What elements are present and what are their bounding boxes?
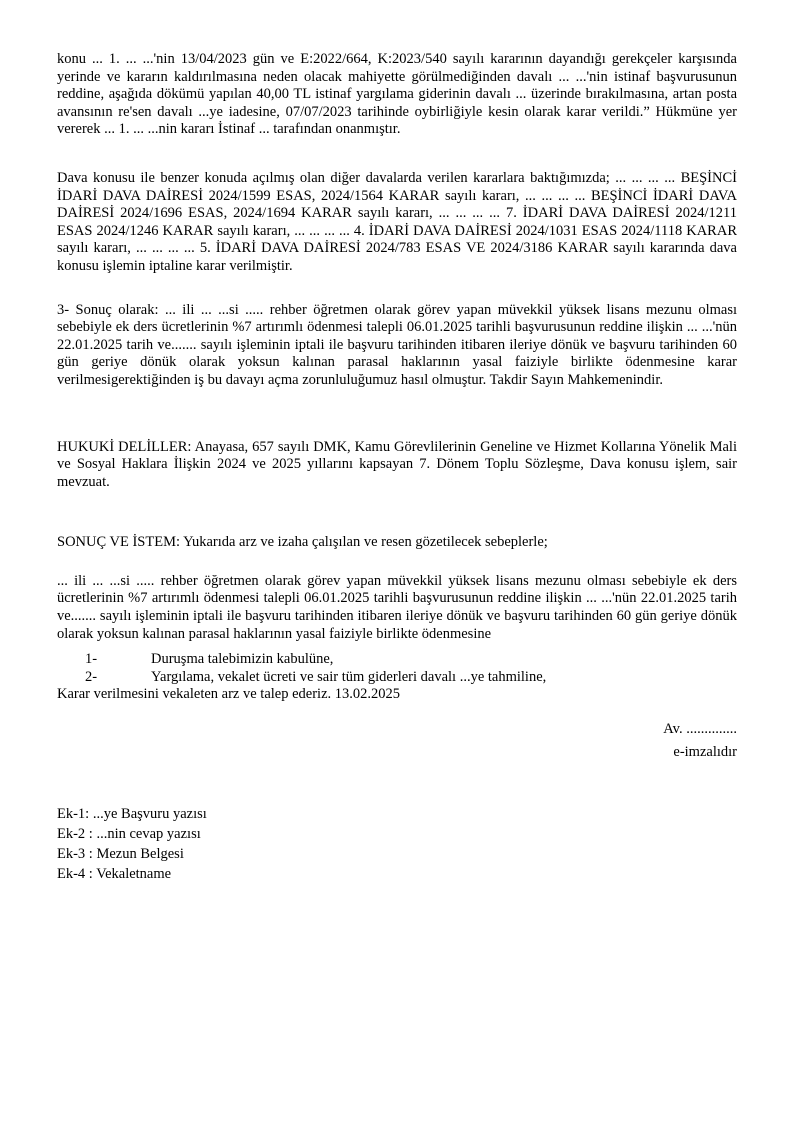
request-list-item bbox=[57, 669, 737, 687]
attachments-list bbox=[57, 804, 737, 884]
paragraph-result-and-request-heading: SONUÇ VE İSTEM: Yukarıda arz ve izaha çalışılan ve resen gözetilecek sebeplerle; bbox=[57, 534, 548, 551]
attorney-signature-line: Av. .............. bbox=[663, 721, 737, 738]
paragraph-legal-evidence: HUKUKİ DELİLLER: Anayasa, 657 sayılı DMK, Kamu Görevlilerinin Geneline ve Hizmet Kollarına Yönelik Mali ve Sosyal Haklara İlişkin 2024 ve 2025 yıllarını kapsayan 7. Dönem Toplu Sözleşme, Dava konusu işlem, sair mevzuat. bbox=[57, 438, 737, 490]
paragraph-conclusion: 3- Sonuç olarak: ... ili ... ...si ..... rehber öğretmen olarak görev yapan müvekkil yüksek lisans mezunu olması sebebiyle ek ders ücretlerinin %7 artırımlı ödenmesi talepli 06.01.2025 tarihli başvurusunun reddine ilişkin ... ...'nün 22.01.2025 tarih ve....... sayılı işleminin iptali ile başvuru tarihinden itibaren ileriye dönük ve başvuru tarihinden 60 gün geriye dönük olarak yoksun kalınan parasal haklarının yasal faiziyle birlikte ödenmesine karar verilmesigerektiğinden iş bu davayı açma zorunluluğumuz hasıl olmuştur. Takdir Sayın Mahkemenindir. bbox=[57, 301, 737, 388]
attachment-line: Ek-2 : ...nin cevap yazısı bbox=[57, 826, 201, 843]
attachment-line: Ek-3 : Mezun Belgesi bbox=[57, 846, 184, 863]
request-list bbox=[57, 651, 737, 686]
closing-request-line: Karar verilmesini vekaleten arz ve talep ederiz. 13.02.2025 bbox=[57, 686, 401, 703]
esignature-note: e-imzalıdır bbox=[673, 743, 737, 760]
attachment-line: Ek-4 : Vekaletname bbox=[57, 866, 172, 883]
request-list-item bbox=[57, 651, 737, 669]
request-item-number: 1- bbox=[85, 651, 98, 668]
attachment-line: Ek-1: ...ye Başvuru yazısı bbox=[57, 806, 207, 823]
request-item-number: 2- bbox=[85, 668, 98, 685]
paragraph-appeal-decision-quote: konu ... 1. ... ...'nin 13/04/2023 gün ve E:2022/664, K:2023/540 sayılı kararının dayandığı gerekçeler karşısında yerinde ve kararın kaldırılmasına neden olacak mahiyette görülmediğinden davalı ... ...'nin istinaf başvurusunun reddine, aşağıda dökümü yapılan 40,00 TL istinaf yargılama giderinin davalı ... üzerinde bırakılmasına, artan posta avansının re'sen davalı ...ye iadesine, 07/07/2023 tarihinde oybirliğiyle kesin olarak karar verildi.” Hükmüne yer vererek ... 1. ... ...nin kararı İstinaf ... tarafından onanmıştır. bbox=[57, 51, 737, 138]
signature-block bbox=[57, 721, 737, 761]
request-item-text: Duruşma talebimizin kabulüne, bbox=[151, 651, 334, 668]
paragraph-similar-case-rulings: Dava konusu ile benzer konuda açılmış olan diğer davalarda verilen kararlara baktığımızda; ... ... ... ... BEŞİNCİ İDARİ DAVA DAİRESİ 2024/1599 ESAS, 2024/1564 KARAR sayılı kararı, ... ... ... ... BEŞİNCİ İDARİ DAVA DAİRESİ 2024/1696 ESAS, 2024/1694 KARAR sayılı kararı, ... ... ... ... 7. İDARİ DAVA DAİRESİ 2024/1211 ESAS 2024/1246 KARAR sayılı kararı, ... ... ... ... 4. İDARİ DAVA DAİRESİ 2024/1031 ESAS 2024/1118 KARAR sayılı kararı, ... ... ... ... 5. İDARİ DAVA DAİRESİ 2024/783 ESAS VE 2024/3186 KARAR sayılı kararında dava konusu işlemin iptaline karar verilmiştir. bbox=[57, 169, 737, 274]
request-item-text: Yargılama, vekalet ücreti ve sair tüm giderleri davalı ...ye tahmiline, bbox=[151, 668, 547, 685]
paragraph-request-body: ... ili ... ...si ..... rehber öğretmen olarak görev yapan müvekkil yüksek lisans mezunu olması sebebiyle ek ders ücretlerinin %7 artırımlı ödenmesi talepli 06.01.2025 tarihli başvurusunun reddine ilişkin ... ...'nün 22.01.2025 tarih ve....... sayılı işleminin iptali ile başvuru tarihinden itibaren ileriye dönük ve başvuru tarihinden 60 gün geriye dönük olarak yoksun kalınan parasal haklarının yasal faiziyle birlikte ödenmesine bbox=[57, 572, 737, 642]
